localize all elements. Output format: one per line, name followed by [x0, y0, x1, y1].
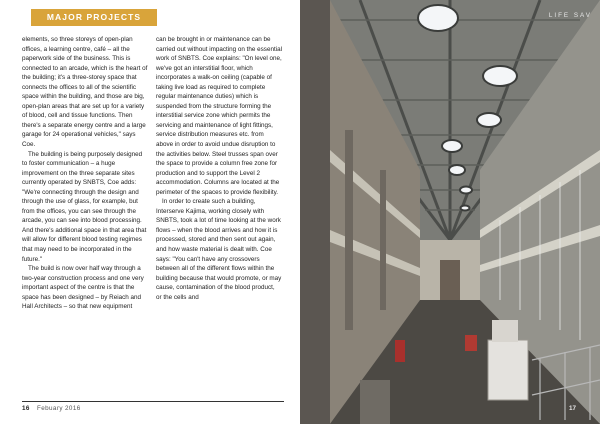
paragraph: The building is being purposely designed to foster communication – a huge improvement on the three separate sites currently operated by SNBTS, Coe adds: "We're connecting through the design and through the use of glass, for example, but from the offices, you can see through the arcade, you can see into blood processing. And there's additional space in that area that will allow for different blood testing regimes that may need to be incorporated in the future." — [22, 150, 147, 263]
page-footer — [22, 405, 81, 412]
paragraph: In order to create such a building, Interserve Kajima, working closely with SNBTS, took a lot of time looking at the work flows – when the blood arrives and how it is processed, stored and then sent out again, and how waste material is dealt with. Coe says: "You can't have any crossovers between all of the different flows within the building because that would promote, or may cause, contamination of the blood product, or the cells and — [156, 198, 282, 301]
page-number: 16 — [22, 405, 30, 412]
article-column-left — [22, 35, 148, 312]
running-head: LIFE SAV — [548, 12, 592, 19]
construction-interior-photo — [300, 0, 600, 424]
section-header: MAJOR PROJECTS — [31, 9, 157, 26]
issue-date: Febuary 2016 — [36, 405, 81, 412]
page-number: 17 — [568, 405, 576, 412]
footer-divider — [22, 401, 284, 402]
paragraph: can be brought in or maintenance can be carried out without impacting on the essential work of SNBTS. Coe explains: "On level one, we've got an interstitial floor, which incorporates a walk-on ceiling (capable of taking live load as required to complete regular maintenance duties) which is suspended from the structure forming the interstitial service zone which permits the servicing and maintenance of light fittings, service distribution measures etc. from above in order to avoid undue disruption to the activities below. Steel trusses span over the space to provide a column free zone for production and to support the Level 2 accommodation. Columns are located at the perimeter of the spaces to provide flexibility. — [156, 36, 283, 196]
paragraph: The build is now over half way through a two-year construction process and one very important aspect of the centre is that the space has been designed – by Reiach and Hall Architects – so that new equipment — [22, 265, 144, 311]
paragraph: elements, so three storeys of open-plan offices, a learning centre, café – all the paperwork side of the business. This is connected to an arcade, which is the heart of the building; it's a three-storey space that connects the offices to all of the scientific space within the building, and those are big, open-plan areas that are set up for a variety of blood, cell and tissue functions. Then there's a separate energy centre and a large garage for 24 operational vehicles," says Coe. — [22, 36, 148, 149]
right-page — [300, 0, 600, 424]
article-column-right — [156, 35, 282, 302]
